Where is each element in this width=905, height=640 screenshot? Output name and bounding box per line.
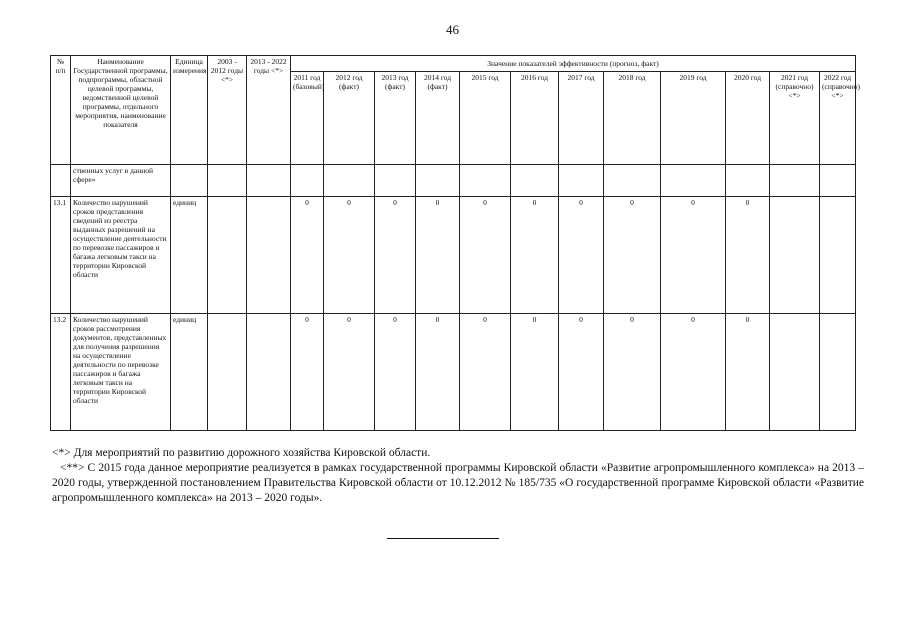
col-header-num: № п/п: [51, 56, 71, 165]
row-number: 13.2: [51, 314, 71, 431]
value-cell: [820, 314, 856, 431]
year-header: 2012 год (факт): [324, 72, 375, 165]
value-cell: 0: [375, 197, 416, 314]
header-row-1: [51, 56, 856, 72]
year-header: 2021 год (справочно) <*>: [770, 72, 820, 165]
row-number: 13.1: [51, 197, 71, 314]
value-cell: 0: [291, 314, 324, 431]
value-cell: 0: [559, 197, 604, 314]
cell-empty: [511, 165, 559, 197]
cell-empty: [208, 197, 247, 314]
row-name: ственных услуг в данной сфере»: [71, 165, 171, 197]
value-cell: 0: [726, 314, 770, 431]
value-cell: 0: [661, 314, 726, 431]
value-cell: [770, 314, 820, 431]
col-header-unit: Единица измерения: [171, 56, 208, 165]
value-cell: 0: [460, 314, 511, 431]
cell-empty: [559, 165, 604, 197]
year-header: 2022 год (справочно) <*>: [820, 72, 856, 165]
col-header-2003: 2003 - 2012 годы <*>: [208, 56, 247, 165]
end-rule: [387, 538, 499, 539]
row-unit: единиц: [171, 197, 208, 314]
value-cell: 0: [375, 314, 416, 431]
cell-empty: [247, 197, 291, 314]
cell-empty: [604, 165, 661, 197]
value-cell: 0: [726, 197, 770, 314]
cell-empty: [460, 165, 511, 197]
value-cell: 0: [460, 197, 511, 314]
cell-empty: [770, 165, 820, 197]
value-cell: [820, 197, 856, 314]
year-header: 2016 год: [511, 72, 559, 165]
row-name: Количество нарушений сроков рассмотрения документов, представленных для получения разрешения на осуществление деятельности по перевозке пассажиров и багажа легковым такси на территории Кировской области: [71, 314, 171, 431]
cell-empty: [324, 165, 375, 197]
cell-empty: [375, 165, 416, 197]
year-header: 2013 год (факт): [375, 72, 416, 165]
year-header: 2014 год (факт): [416, 72, 460, 165]
value-cell: 0: [324, 197, 375, 314]
footnote-2: <**> С 2015 года данное мероприятие реализуется в рамках государственной программы Кировской области «Развитие агропромышленного комплекса» на 2013 – 2020 годы, утвержденной постановлением Правительства Кировской области от 10.12.2012 № 185/735 «О государственной программе Кировской области «Развитие агропромышленного комплекса» на 2013 – 2020 годы».: [52, 462, 864, 504]
year-header: 2011 год (базовый): [291, 72, 324, 165]
value-cell: 0: [559, 314, 604, 431]
value-cell: 0: [604, 197, 661, 314]
table-row: [51, 197, 856, 314]
table-row: [51, 314, 856, 431]
value-cell: 0: [291, 197, 324, 314]
col-header-2013: 2013 - 2022 годы <*>: [247, 56, 291, 165]
cell-empty: [291, 165, 324, 197]
indicators-table: [50, 55, 860, 431]
cell-empty: [661, 165, 726, 197]
footnotes: [52, 446, 864, 506]
cell-empty: [726, 165, 770, 197]
col-header-name: Наименование Государственной программы, подпрограммы, областной целевой программы, ведомственной целевой программы, отдельного мероприятия, наименование показателя: [71, 56, 171, 165]
value-cell: 0: [416, 197, 460, 314]
col-header-group: Значение показателей эффективности (прогноз, факт): [291, 56, 856, 72]
table-row-continued: [51, 165, 856, 197]
row-unit: единиц: [171, 314, 208, 431]
footnote-1: <*> Для мероприятий по развитию дорожного хозяйства Кировской области.: [52, 447, 431, 459]
year-header: 2019 год: [661, 72, 726, 165]
year-header: 2018 год: [604, 72, 661, 165]
value-cell: [770, 197, 820, 314]
page-number: 46: [446, 22, 459, 37]
year-header: 2015 год: [460, 72, 511, 165]
value-cell: 0: [604, 314, 661, 431]
cell-empty: [416, 165, 460, 197]
cell-empty: [247, 165, 291, 197]
year-header: 2017 год: [559, 72, 604, 165]
value-cell: 0: [324, 314, 375, 431]
value-cell: 0: [416, 314, 460, 431]
cell-empty: [208, 314, 247, 431]
cell-empty: [820, 165, 856, 197]
cell-empty: [51, 165, 71, 197]
cell-empty: [171, 165, 208, 197]
value-cell: 0: [511, 197, 559, 314]
value-cell: 0: [511, 314, 559, 431]
row-name: Количество нарушений сроков представления сведений из реестра выданных разрешений на осуществление деятельности по перевозке пассажиров и багажа легковым такси на территории Кировской области: [71, 197, 171, 314]
cell-empty: [247, 314, 291, 431]
year-header: 2020 год: [726, 72, 770, 165]
value-cell: 0: [661, 197, 726, 314]
cell-empty: [208, 165, 247, 197]
